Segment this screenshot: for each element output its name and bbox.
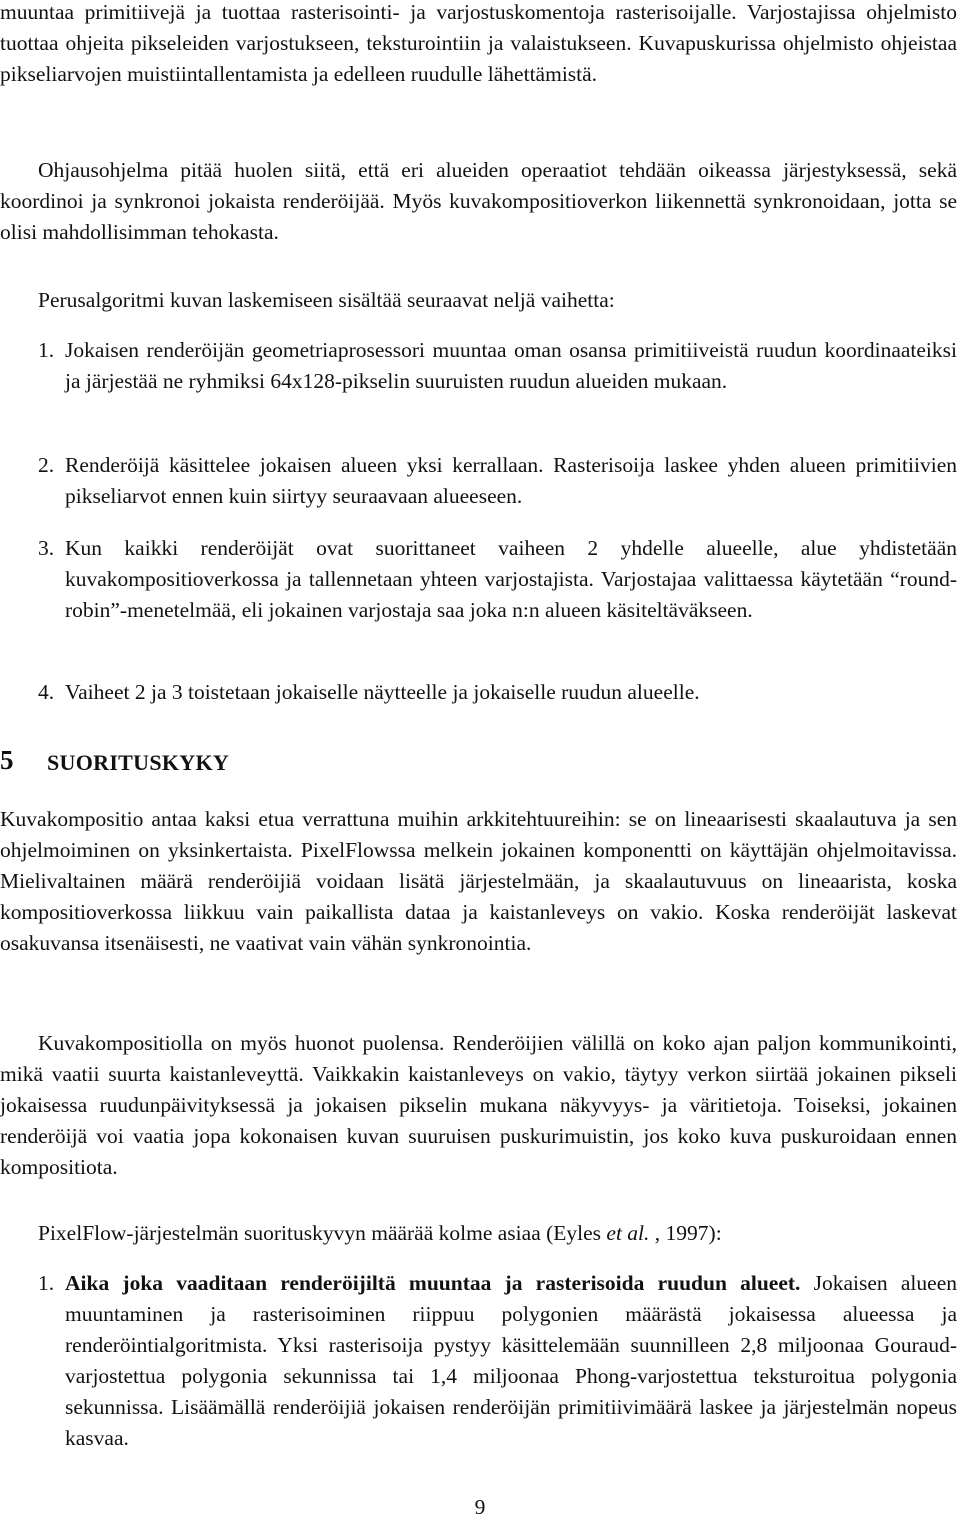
list-item: [0, 450, 957, 512]
list-item-text: [65, 1268, 957, 1454]
list-number: 3.: [38, 536, 55, 560]
list-item: [0, 677, 957, 708]
list-number: 1.: [38, 338, 55, 362]
list-number: 4.: [38, 680, 55, 704]
citation-etal: et al.: [606, 1221, 650, 1245]
section-number: 5: [0, 745, 14, 775]
paragraph-rasterization: muuntaa primitiivejä ja tuottaa rasterisointi- ja varjostuskomentoja rasterisoijalle. Varjostajissa ohjelmisto tuottaa ohjeita pikseleiden varjostukseen, teksturointiin ja valaistukseen. Kuvapuskurissa ohjelmisto ohjeistaa pikseliarvojen muistiintallentamista ja edelleen ruudulle lähettämistä.: [0, 0, 957, 86]
paragraph-performance-intro: [0, 1218, 957, 1249]
list-number: 2.: [38, 453, 55, 477]
paragraph-control-program: Ohjausohjelma pitää huolen siitä, että eri alueiden operaatiot tehdään oikeassa järjestyksessä, sekä koordinoi ja synkronoi jokaista renderöijää. Myös kuvakompositioverkon liikennettä synkronoidaan, jotta se olisi mahdollisimman tehokasta.: [0, 158, 957, 244]
section-title: SUORITUSKYKY: [47, 750, 230, 775]
list-item: [0, 533, 957, 626]
list-item-rest: Jokaisen alueen muuntaminen ja rasterisoiminen riippuu polygonien määrästä jokaisessa alueessa ja renderöintialgoritmista. Yksi rasterisoija pystyy käsittelemään suunnilleen 2,8 miljoonaa Gouraud-varjostettua polygonia sekunnissa tai 1,4 miljoonaa Phong-varjostettua teksturoitua polygonia sekunnissa. Lisäämällä renderöijiä jokaisen renderöijän primitiivimäärä laskee ja järjestelmän nopeus kasvaa.: [65, 1271, 957, 1450]
list-item-bold-lead: Aika joka vaaditaan renderöijiltä muuntaa ja rasterisoida ruudun alueet.: [65, 1271, 801, 1295]
page-number: 9: [474, 1495, 486, 1519]
paragraph-advantages: Kuvakompositio antaa kaksi etua verrattuna muihin arkkitehtuureihin: se on lineaarisesti skaalautuva ja sen ohjelmoiminen on yksinkertaista. PixelFlowssa melkein jokainen komponentti on käyttäjän ohjelmoitavissa. Mielivaltainen määrä renderöijiä voidaan lisätä järjestelmään, ja skaalautuvuus on lineaarista, koska kompositioverkossa liikkuu vain paikallista dataa ja kaistanleveys on vakio. Koska renderöijät laskevat osakuvansa itsenäisesti, ne vaativat vain vähän synkronointia.: [0, 807, 957, 955]
list-item: [0, 335, 957, 397]
citation-year: , 1997):: [649, 1221, 722, 1245]
paragraph-disadvantages: Kuvakompositiolla on myös huonot puolensa. Renderöijien välillä on koko ajan paljon kommunikointi, mikä vaatii suurta kaistanleveyttä. Vaikkakin kaistanleveys on vakio, täytyy verkon siirtää jokainen pikseli jokaisessa ruudunpäivityksessä ja jokaisen pikselin mukana näkyvyys- ja väritietoja. Toiseksi, jokainen renderöijä voi vaatia jopa kokonaisen kuvan suuruisen puskurimuistin, jos koko kuva puskuroidaan ennen kompositiota.: [0, 1031, 957, 1179]
section-heading: [0, 745, 957, 785]
list-item: [0, 1268, 957, 1454]
list-item-text: Renderöijä käsittelee jokaisen alueen yksi kerrallaan. Rasterisoija laskee yhden alueen primitiivien pikseliarvot ennen kuin siirtyy seuraavaan alueeseen.: [65, 453, 957, 508]
list-item-text: Vaiheet 2 ja 3 toistetaan jokaiselle näytteelle ja jokaiselle ruudun alueelle.: [65, 680, 700, 704]
list-item-text: Kun kaikki renderöijät ovat suorittaneet vaiheen 2 yhdelle alueelle, alue yhdistetään kuvakompositioverkossa ja tallennetaan yhteen varjostajista. Varjostajaa valittaessa käytetään “round-robin”-menetelmää, eli jokainen varjostaja saa joka n:n alueen käsiteltäväkseen.: [65, 536, 957, 622]
list-number: 1.: [38, 1271, 55, 1295]
list-item-text: Jokaisen renderöijän geometriaprosessori muuntaa oman osansa primitiiveistä ruudun koordinaateiksi ja järjestää ne ryhmiksi 64x128-pikselin suuruisten ruudun alueiden mukaan.: [65, 338, 957, 393]
citation-lead: PixelFlow-järjestelmän suorituskyvyn määrää kolme asiaa (Eyles: [38, 1221, 607, 1245]
paragraph-algorithm-intro: Perusalgoritmi kuvan laskemiseen sisältää seuraavat neljä vaihetta:: [38, 288, 615, 312]
